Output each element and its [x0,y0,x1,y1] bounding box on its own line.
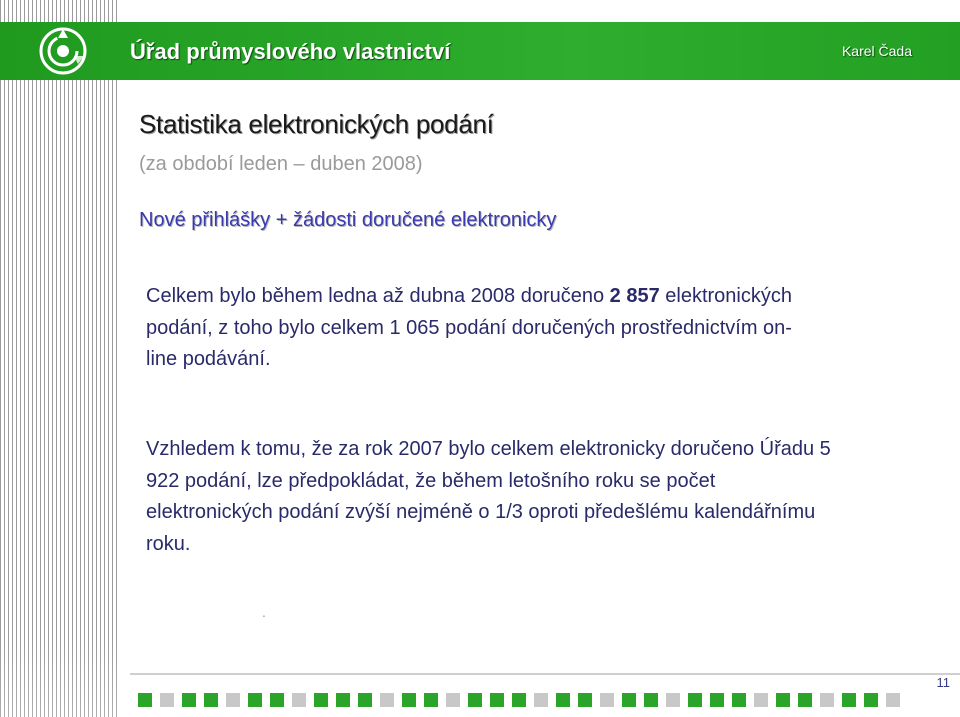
footer-square [600,693,614,707]
footer-square [226,693,240,707]
footer-square [468,693,482,707]
slide-subtitle: (za období leden – duben 2008) [139,153,423,175]
organization-name: Úřad průmyslového vlastnictví [130,39,451,64]
section-heading: Nové přihlášky + žádosti doručené elektronicky [139,209,557,231]
footer-square [314,693,328,707]
footer-square [864,693,878,707]
footer-square [534,693,548,707]
footer-square [424,693,438,707]
footer-square [578,693,592,707]
footer-square [292,693,306,707]
footer-square [204,693,218,707]
footer-square [248,693,262,707]
footer-square [556,693,570,707]
footer-square [402,693,416,707]
footer-square [160,693,174,707]
author-name: Karel Čada [841,43,912,59]
footer-square [270,693,284,707]
stripes-fade [0,0,120,717]
footer-square [336,693,350,707]
upv-logo-icon [38,26,88,76]
footer-square [182,693,196,707]
footer-square [666,693,680,707]
footer-square [710,693,724,707]
paragraph-forecast: Vzhledem k tomu, že za rok 2007 bylo celkem elektronicky doručeno Úřadu 5 922 podání, lze předpokládat, že během letošního roku se počet elektronických podání zvýší nejméně o 1/3 oproti předešlému kalendářnímu roku. [146,438,831,555]
footer-square [688,693,702,707]
footer-square [644,693,658,707]
footer-square [886,693,900,707]
stray-mark: . [262,604,266,620]
footer-divider [130,673,960,675]
paragraph-summary [146,281,806,376]
page-number: 11 [936,675,950,690]
footer-square [776,693,790,707]
footer-square [512,693,526,707]
footer-square [490,693,504,707]
footer-square [358,693,372,707]
paragraph-summary-start: Celkem bylo během ledna až dubna 2008 doručeno [146,285,610,307]
footer-square [820,693,834,707]
slide-title: Statistika elektronických podání [139,109,494,139]
footer-square [380,693,394,707]
footer-square [446,693,460,707]
footer-square [138,693,152,707]
footer-square [732,693,746,707]
paragraph-summary-end: elektronických podání, z toho bylo celkem 1 065 podání doručených prostřednictvím on-line podávání. [146,285,792,370]
footer-square [622,693,636,707]
footer-square [754,693,768,707]
footer-square [842,693,856,707]
footer-square [798,693,812,707]
total-count: 2 857 [609,285,660,307]
